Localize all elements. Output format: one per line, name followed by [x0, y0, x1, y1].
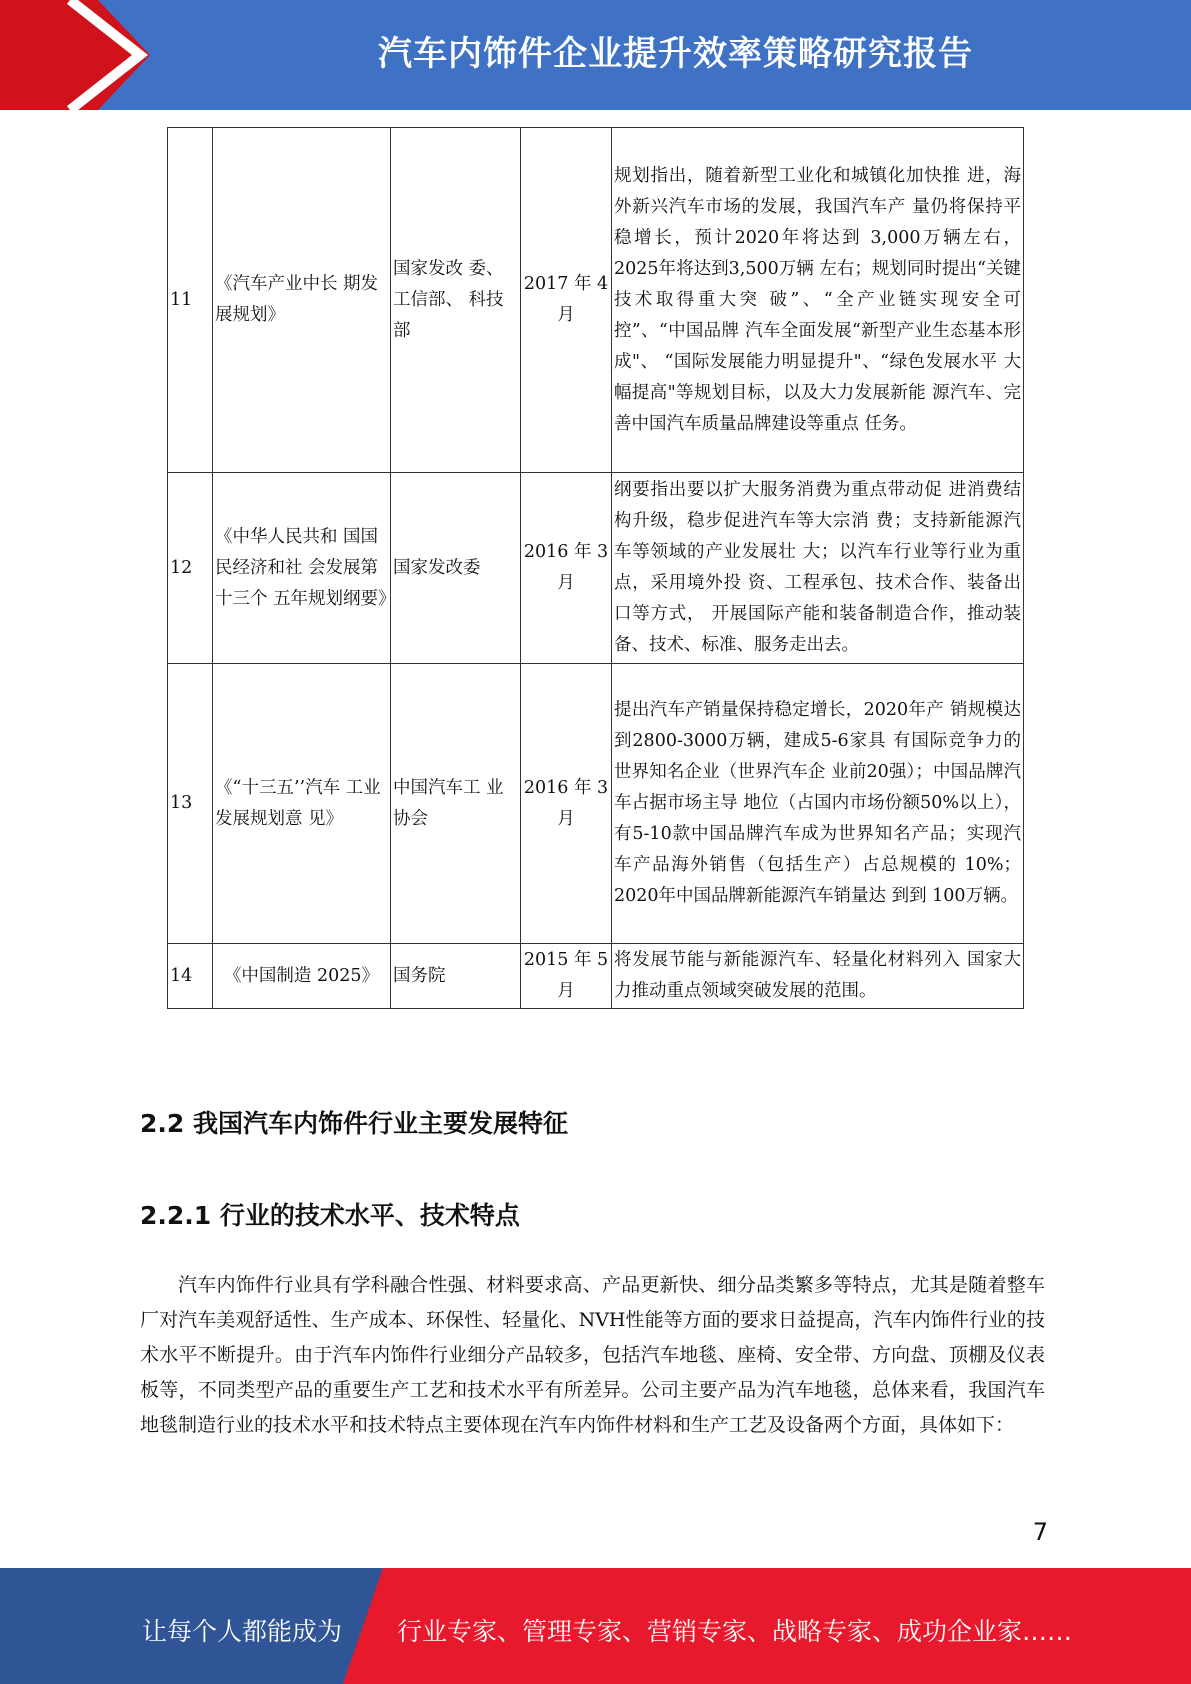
policy-name: 《汽车产业中长 期发展规划》	[213, 128, 391, 473]
page-number: 7	[1032, 1518, 1048, 1546]
issue-date: 2017 年 4月	[521, 128, 612, 473]
issue-date: 2015 年 5月	[521, 944, 612, 1009]
section-heading: 2.2 我国汽车内饰件行业主要发展特征	[140, 1109, 568, 1138]
policy-name: 《“十三五’’汽车 工业发展规划意 见》	[213, 664, 391, 944]
policy-description: 纲要指出要以扩大服务消费为重点带动促 进消费结构升级，稳步促进汽车等大宗消 费；支持新能源汽车等领域的产业发展壮 大；以汽车行业等行业为重点，采用境外投 资、工程承包、技术合作、装备出口等方式， 开展国际产能和装备制造合作，推动装备、技术、标准、服务走出去。	[612, 473, 1024, 664]
table-row	[168, 944, 1024, 1009]
body-paragraph: 汽车内饰件行业具有学科融合性强、材料要求高、产品更新快、细分品类繁多等特点，尤其是随着整车厂对汽车美观舒适性、生产成本、环保性、轻量化、NVH性能等方面的要求日益提高，汽车内饰件行业的技术水平不断提升。由于汽车内饰件行业细分产品较多，包括汽车地毯、座椅、安全带、方向盘、顶棚及仪表板等，不同类型产品的重要生产工艺和技术水平有所差异。公司主要产品为汽车地毯，总体来看，我国汽车地毯制造行业的技术水平和技术特点主要体现在汽车内饰件材料和生产工艺及设备两个方面，具体如下：	[140, 1274, 1045, 1436]
policy-description: 将发展节能与新能源汽车、轻量化材料列入 国家大力推动重点领域突破发展的范围。	[612, 944, 1024, 1009]
row-number: 14	[168, 944, 213, 1009]
issuing-department: 国家发改 委、工信部、 科技部	[391, 128, 521, 473]
issuing-department: 国务院	[391, 944, 521, 1009]
footer-slogan-right: 行业专家、管理专家、营销专家、战略专家、成功企业家……	[397, 1617, 1073, 1646]
policy-description: 提出汽车产销量保持稳定增长，2020年产 销规模达到2800-3000万辆，建成5-6家具 有国际竞争力的世界知名企业（世界汽车企 业前20强）；中国品牌汽车占据市场主导 地位（占国内市场份额50%以上），有5-10款中国品牌汽车成为世界知名产品；实现汽 车产品海外销售（包括生产）占总规模的 10%； 2020年中国品牌新能源汽车销量达 到到 100万辆。	[612, 664, 1024, 944]
policy-description: 规划指出，随着新型工业化和城镇化加快推 进，海外新兴汽车市场的发展，我国汽车产 量仍将保持平稳增长，预计2020年将达到 3,000万辆左右，2025年将达到3,500万辆 左右；规划同时提出“关键技术取得重大突 破”、“全产业链实现安全可控”、“中国品牌 汽车全面发展“新型产业生态基本形成"、 “国际发展能力明显提升"、“绿色发展水平 大幅提高"等规划目标，以及大力发展新能 源汽车、完善中国汽车质量品牌建设等重点 任务。	[612, 128, 1024, 473]
row-number: 13	[168, 664, 213, 944]
policy-name: 《中国制造 2025》	[213, 944, 391, 1009]
issuing-department: 国家发改委	[391, 473, 521, 664]
row-number: 12	[168, 473, 213, 664]
issue-date: 2016 年 3月	[521, 473, 612, 664]
footer-slogan-left: 让每个人都能成为	[142, 1617, 343, 1646]
policy-name: 《中华人民共和 国国民经济和社 会发展第十三个 五年规划纲要》	[213, 473, 391, 664]
table-row	[168, 473, 1024, 664]
row-number: 11	[168, 128, 213, 473]
subsection-heading: 2.2.1 行业的技术水平、技术特点	[140, 1201, 520, 1230]
issuing-department: 中国汽车工 业协会	[391, 664, 521, 944]
table-row	[168, 128, 1024, 473]
issue-date: 2016 年 3月	[521, 664, 612, 944]
header-title: 汽车内饰件企业提升效率策略研究报告	[378, 34, 973, 74]
policy-table	[167, 127, 1024, 1009]
table-row	[168, 664, 1024, 944]
